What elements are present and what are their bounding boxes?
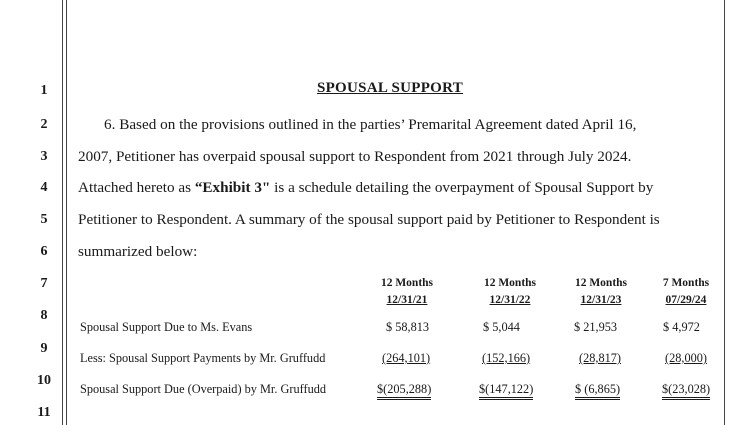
right-margin-rule [724,0,725,425]
column-date: 12/31/23 [580,294,622,306]
column-period: 12 Months [380,277,434,289]
paragraph-line [78,148,631,166]
column-header [366,277,448,306]
table-row-label: Less: Spousal Support Payments by Mr. Gruffudd [80,351,326,365]
table-cell: (152,166) [482,351,531,365]
line-number: 9 [40,341,48,356]
table-cell: $ 4,972 [663,320,700,334]
column-period: 12 Months [574,277,628,289]
line-number: 4 [40,180,48,195]
table-cell: (264,101) [382,351,431,365]
column-date: 12/31/22 [489,294,531,306]
column-period: 7 Months [662,277,710,289]
line-number: 7 [40,276,48,291]
line-number: 2 [40,117,48,132]
table-cell: (28,000) [665,351,708,365]
paragraph-text: 6. Based on the provisions outlined in the parties’ Premarital Agreement dated April 16, [104,116,637,133]
column-header [645,277,727,306]
paragraph-line [78,211,660,229]
table-cell: $(23,028) [662,382,710,400]
table-row-label: Spousal Support Due to Ms. Evans [80,320,253,334]
paragraph-text: summarized below: [78,243,198,260]
line-number: 8 [40,308,48,323]
left-margin-rule-inner [66,0,67,425]
section-heading: SPOUSAL SUPPORT [316,80,464,96]
table-cell: $(147,122) [479,382,533,400]
table-cell: $ 58,813 [386,320,430,334]
column-period: 12 Months [483,277,537,289]
table-cell: (28,817) [579,351,622,365]
paragraph-line [78,243,197,261]
table-cell: $(205,288) [377,382,431,400]
paragraph-text: Petitioner to Respondent. A summary of the spousal support paid by Petitioner to Respondent is [78,211,660,228]
left-margin-rule-outer [62,0,63,425]
column-date: 07/29/24 [665,294,707,306]
paragraph-line [104,116,636,134]
paragraph-text: Attached hereto as [78,179,195,196]
column-header [560,277,642,306]
column-header [469,277,551,306]
line-number: 5 [40,212,48,227]
table-cell: $ 21,953 [574,320,618,334]
paragraph-text: 2007, Petitioner has overpaid spousal support to Respondent from 2021 through July 2024. [78,148,632,165]
line-number: 11 [37,405,51,420]
line-number: 1 [40,83,48,98]
line-number: 10 [37,373,51,388]
line-number: 3 [40,149,48,164]
line-number: 6 [40,244,48,259]
table-cell: $ 5,044 [483,320,520,334]
paragraph-line [78,179,653,197]
paragraph-text: is a schedule detailing the overpayment of Spousal Support by [270,179,654,196]
table-cell: $ (6,865) [575,382,620,400]
exhibit-reference: “Exhibit 3" [194,179,271,196]
table-row-label: Spousal Support Due (Overpaid) by Mr. Gruffudd [80,382,327,396]
column-date: 12/31/21 [386,294,428,306]
